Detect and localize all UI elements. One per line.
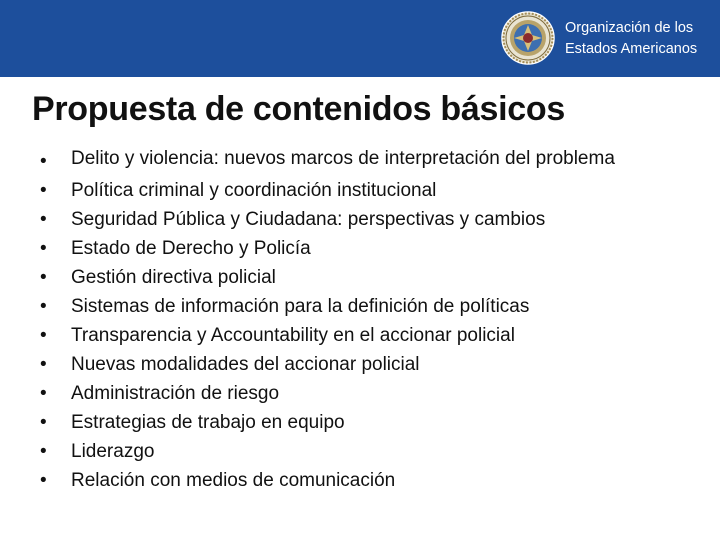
list-item-text: Estrategias de trabajo en equipo <box>71 412 345 433</box>
bullet-icon: • <box>40 325 47 346</box>
list-item <box>40 147 680 176</box>
list-item <box>40 466 680 495</box>
bullet-icon: • <box>40 151 47 172</box>
list-item <box>40 437 680 466</box>
content-bullet-list <box>40 147 680 495</box>
bullet-icon: • <box>40 470 47 491</box>
list-item <box>40 205 680 234</box>
bullet-icon: • <box>40 412 47 433</box>
org-name-line-2: Estados Americanos <box>565 41 698 57</box>
list-item <box>40 292 680 321</box>
org-name-line-1: Organización de los <box>565 20 694 36</box>
list-item-text: Relación con medios de comunicación <box>71 470 396 491</box>
bullet-icon: • <box>40 267 47 288</box>
list-item-text: Delito y violencia: nuevos marcos de interpretación del problema <box>71 148 615 169</box>
list-item <box>40 350 680 379</box>
bullet-icon: • <box>40 354 47 375</box>
list-item <box>40 321 680 350</box>
bullet-icon: • <box>40 209 47 230</box>
bullet-icon: • <box>40 238 47 259</box>
list-item <box>40 408 680 437</box>
list-item-text: Administración de riesgo <box>71 383 280 404</box>
list-item-text: Nuevas modalidades del accionar policial <box>71 354 420 375</box>
list-item-text: Sistemas de información para la definición de políticas <box>71 296 530 317</box>
bullet-icon: • <box>40 441 47 462</box>
list-item-text: Gestión directiva policial <box>71 267 276 288</box>
list-item-text: Seguridad Pública y Ciudadana: perspectivas y cambios <box>71 209 546 230</box>
list-item <box>40 234 680 263</box>
organization-name <box>565 18 697 60</box>
list-item <box>40 379 680 408</box>
list-item <box>40 176 680 205</box>
bullet-icon: • <box>40 383 47 404</box>
list-item-text: Liderazgo <box>71 441 155 462</box>
bullet-icon: • <box>40 180 47 201</box>
bullet-icon: • <box>40 296 47 317</box>
list-item-text: Transparencia y Accountability en el accionar policial <box>71 325 515 346</box>
slide-title: Propuesta de contenidos básicos <box>32 90 565 128</box>
list-item-text: Estado de Derecho y Policía <box>71 238 311 259</box>
list-item-text: Política criminal y coordinación institucional <box>71 180 437 201</box>
oas-seal-icon <box>501 11 555 65</box>
header-bar <box>0 0 720 77</box>
list-item <box>40 263 680 292</box>
